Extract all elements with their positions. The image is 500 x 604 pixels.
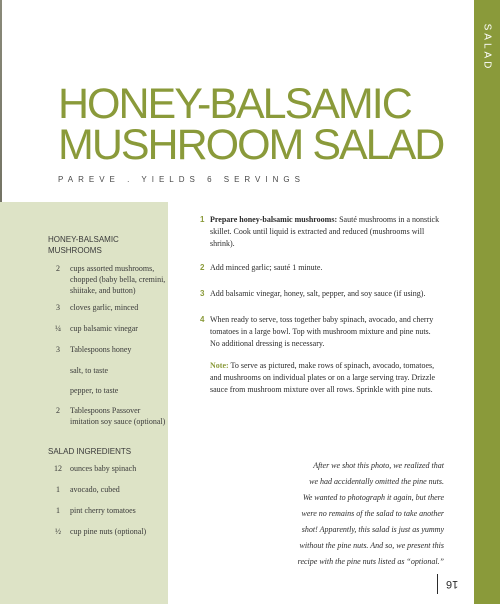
step-text: Prepare honey-balsamic mushrooms: Sauté mushrooms in a nonstick skillet. Cook until liquid is extracted and reduced (mushrooms will shrink). bbox=[210, 215, 440, 248]
ingredient-item bbox=[48, 526, 166, 537]
ingredient-item bbox=[48, 385, 166, 396]
ingredient-item bbox=[48, 344, 166, 355]
ingredient-item bbox=[48, 484, 166, 495]
step-number: 1 bbox=[200, 215, 205, 224]
ingredient-qty: 3 bbox=[56, 345, 60, 354]
ingredient-qty: 1 bbox=[56, 485, 60, 494]
ingredient-qty: 2 bbox=[56, 406, 60, 415]
ingredient-item bbox=[48, 263, 166, 296]
serving-note bbox=[200, 360, 455, 396]
step-number: 3 bbox=[200, 289, 205, 298]
step-text: When ready to serve, toss together baby spinach, avocado, and cherry tomatoes in a large bowl. Top with mushroom mixture and pine nuts. No additional dressing is necessary. bbox=[210, 315, 434, 348]
ingredient-qty: ¼ bbox=[55, 324, 61, 333]
instruction-step bbox=[200, 214, 455, 250]
section-tab-label: SALAD bbox=[481, 23, 493, 71]
instruction-step bbox=[200, 262, 455, 274]
step-text: Add balsamic vinegar, honey, salt, pepper, and soy sauce (if using). bbox=[210, 289, 426, 298]
recipe-title-line-2: MUSHROOM SALAD bbox=[58, 121, 444, 169]
ingredient-item bbox=[48, 405, 166, 427]
ingredient-text: pint cherry tomatoes bbox=[70, 506, 136, 515]
step-number: 2 bbox=[200, 263, 205, 272]
ingredient-text: cup pine nuts (optional) bbox=[70, 527, 147, 536]
step-text: Add minced garlic; sauté 1 minute. bbox=[210, 263, 323, 272]
ingredient-text: Tablespoons honey bbox=[70, 345, 132, 354]
photo-caption: After we shot this photo, we realized that we had accidentally omitted the pine nuts. We wanted to photograph it again, but there were no remains of the salad to take another shot! Apparently, this salad is just as yummy without the pine nuts. And so, we present this recipe with the pine nuts listed as “optional.” bbox=[297, 461, 444, 566]
ingredient-qty bbox=[48, 385, 68, 396]
ingredient-item bbox=[48, 323, 166, 334]
ingredient-qty: ½ bbox=[55, 527, 61, 536]
ingredient-text: pepper, to taste bbox=[70, 386, 119, 395]
ingredient-qty: 3 bbox=[56, 303, 60, 312]
page-number: 16 bbox=[446, 578, 459, 590]
recipe-subtitle: PAREVE . YIELDS 6 SERVINGS bbox=[58, 175, 305, 184]
mushroom-heading-line-2: MUSHROOMS bbox=[48, 246, 102, 255]
ingredient-text: avocado, cubed bbox=[70, 485, 120, 494]
recipe-title-line-1: HONEY-BALSAMIC bbox=[58, 80, 411, 128]
mushroom-heading-line-1: HONEY-BALSAMIC bbox=[48, 235, 119, 244]
step-number: 4 bbox=[200, 315, 205, 324]
ingredient-qty: 12 bbox=[54, 464, 62, 473]
ingredient-item bbox=[48, 365, 166, 376]
ingredient-text: ounces baby spinach bbox=[70, 464, 137, 473]
ingredient-qty: 2 bbox=[56, 264, 60, 273]
salad-section-heading: SALAD INGREDIENTS bbox=[48, 447, 132, 456]
recipe-title bbox=[58, 80, 478, 169]
ingredient-text: cloves garlic, minced bbox=[70, 303, 139, 312]
instruction-step bbox=[200, 314, 455, 350]
mushroom-section-heading bbox=[48, 234, 119, 256]
page-number-rule bbox=[437, 574, 438, 594]
ingredient-item bbox=[48, 505, 166, 516]
ingredient-qty bbox=[48, 365, 68, 376]
ingredient-item bbox=[48, 302, 166, 313]
ingredient-qty: 1 bbox=[56, 506, 60, 515]
ingredient-text: cup balsamic vinegar bbox=[70, 324, 138, 333]
ingredient-item bbox=[48, 463, 166, 474]
ingredient-text: cups assorted mushrooms, chopped (baby bella, cremini, shiitake, and button) bbox=[70, 264, 166, 295]
section-tab bbox=[474, 22, 500, 72]
ingredient-text: salt, to taste bbox=[70, 366, 108, 375]
ingredient-text: Tablespoons Passover imitation soy sauce (optional) bbox=[70, 406, 166, 426]
note-text: Note: To serve as pictured, make rows of spinach, avocado, tomatoes, and mushrooms on individual plates or on a large serving tray. Drizzle sauce from mushroom mixture over all rows. Sprinkle with pine nuts. bbox=[210, 361, 436, 394]
instruction-step bbox=[200, 288, 455, 300]
